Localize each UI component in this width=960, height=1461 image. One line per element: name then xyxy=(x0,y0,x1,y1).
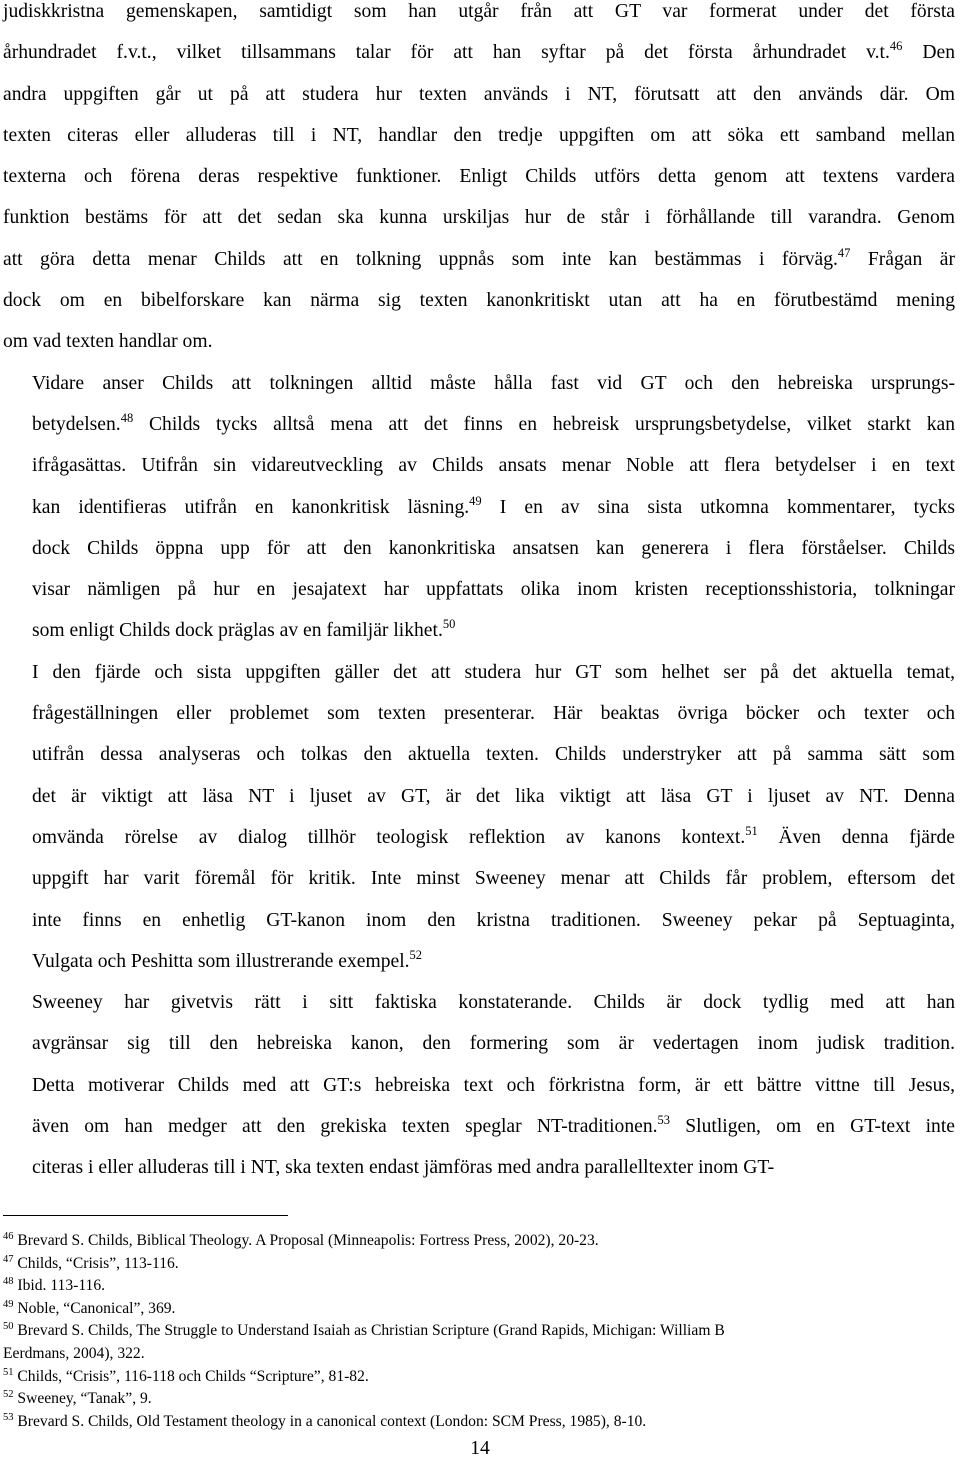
footnote-reference[interactable]: 49 xyxy=(469,493,482,508)
footnote-reference[interactable]: 48 xyxy=(120,410,134,425)
body-text xyxy=(3,0,955,1189)
text-run: Även denna fjärde xyxy=(757,826,955,848)
text-run: Slutligen, om en GT-text inte xyxy=(670,1116,955,1138)
text-run: dock Childs öppna upp för att den kanonkritiska ansatsen kan generera i flera förståelser. Childs xyxy=(32,537,955,559)
text-run: kan identifieras utifrån en kanonkritisk läsning. xyxy=(32,496,470,518)
text-line xyxy=(3,982,955,1023)
text-run: I en av sina sista utkomna kommentarer, tycks xyxy=(481,496,955,518)
text-line xyxy=(3,569,955,610)
text-run: citeras i eller alluderas till i NT, ska texten endast jämföras med andra parallelltexter inom GT- xyxy=(32,1157,775,1179)
text-run: utifrån dessa analyseras och tolkas den aktuella texten. Childs understryker att på samma sätt som xyxy=(32,744,955,766)
footnote-text: Childs, “Crisis”, 116-118 och Childs “Scripture”, 81-82. xyxy=(17,1367,369,1385)
page-number: 14 xyxy=(470,1438,490,1459)
text-line xyxy=(3,941,955,982)
paragraph xyxy=(3,0,955,363)
text-run: ifrågasättas. Utifrån sin vidareutveckling av Childs ansats menar Noble att flera betydelser i en text xyxy=(32,455,955,477)
text-line xyxy=(3,528,955,569)
text-line xyxy=(3,776,955,817)
footnote-text: Childs, “Crisis”, 113-116. xyxy=(17,1254,179,1272)
text-line xyxy=(3,900,955,941)
footnote-text: Eerdmans, 2004), 322. xyxy=(3,1344,145,1362)
footnote-text: Noble, “Canonical”, 369. xyxy=(17,1299,176,1317)
text-line xyxy=(3,445,955,486)
text-run: Vidare anser Childs att tolkningen alltid måste hålla fast vid GT och den hebreiska ursprungs- xyxy=(32,372,955,394)
footnote-number: 49 xyxy=(3,1298,14,1310)
footnote-number: 53 xyxy=(3,1411,14,1423)
text-run: även om han medger att den grekiska texten speglar NT-traditionen. xyxy=(32,1116,658,1138)
text-run: Detta motiverar Childs med att GT:s hebreiska text och förkristna form, är ett bättre vittne till Jesus, xyxy=(32,1074,955,1096)
footnote-text: Ibid. 113-116. xyxy=(17,1277,106,1295)
text-line xyxy=(3,363,955,404)
footnote-reference[interactable]: 50 xyxy=(442,617,456,632)
text-line xyxy=(3,280,955,321)
text-run: Childs tycks alltså mena att det finns en hebreisk ursprungsbetydelse, vilket starkt kan xyxy=(133,413,955,435)
text-run: betydelsen. xyxy=(32,413,121,435)
paragraph xyxy=(3,652,955,982)
text-line xyxy=(3,197,955,238)
text-line xyxy=(3,404,955,445)
paragraph xyxy=(3,982,955,1188)
text-run: texten citeras eller alluderas till i NT, handlar den tredje uppgiften om att söka ett samband mellan xyxy=(3,124,955,146)
text-run: funktion bestäms för att det sedan ska kunna urskiljas hur de står i förhållande till varandra. Genom xyxy=(3,207,955,229)
footnote xyxy=(3,1388,955,1411)
footnotes xyxy=(3,1230,955,1433)
text-run: uppgift har varit föremål för kritik. Inte minst Sweeney menar att Childs får problem, eftersom det xyxy=(32,868,955,890)
text-line xyxy=(3,115,955,156)
footnote-number: 51 xyxy=(3,1366,14,1378)
text-run: judiskkristna gemenskapen, samtidigt som han utgår från att GT var formerat under det första xyxy=(3,1,955,22)
footnote xyxy=(3,1343,955,1366)
text-line xyxy=(3,239,955,280)
text-run: det är viktigt att läsa NT i ljuset av GT, är det lika viktigt att läsa GT i ljuset av NT. Denna xyxy=(32,785,955,807)
footnote xyxy=(3,1298,955,1321)
text-run: Den xyxy=(902,42,956,64)
text-line xyxy=(3,156,955,197)
footnote xyxy=(3,1320,955,1343)
text-line xyxy=(3,1065,955,1106)
footnote xyxy=(3,1275,955,1298)
footnote-text: Brevard S. Childs, Biblical Theology. A Proposal (Minneapolis: Fortress Press, 2002), 20-23. xyxy=(17,1232,599,1249)
footnote xyxy=(3,1411,955,1434)
text-line xyxy=(3,652,955,693)
footnote-number: 48 xyxy=(3,1276,14,1288)
text-run: dock om en bibelforskare kan närma sig texten kanonkritiskt utan att ha en förutbestämd mening xyxy=(3,290,955,312)
text-run: omvända rörelse av dialog tillhör teologisk reflektion av kanons kontext. xyxy=(32,826,746,848)
text-run: som enligt Childs dock präglas av en familjär likhet. xyxy=(32,620,443,642)
text-run: frågeställningen eller problemet som texten presenterar. Här beaktas övriga böcker och texter och xyxy=(32,703,955,725)
footnote-number: 50 xyxy=(3,1321,14,1333)
text-run: om vad texten handlar om. xyxy=(3,331,213,353)
text-line xyxy=(3,321,955,362)
text-line xyxy=(3,1106,955,1147)
footnote-separator xyxy=(3,1215,288,1216)
text-line xyxy=(3,74,955,115)
footnote-number: 52 xyxy=(3,1389,14,1401)
text-run: I den fjärde och sista uppgiften gäller det att studera hur GT som helhet ser på det aktuella temat, xyxy=(32,661,955,683)
text-run: att göra detta menar Childs att en tolkning uppnås som inte kan bestämmas i förväg. xyxy=(3,248,838,270)
footnote-reference[interactable]: 52 xyxy=(409,947,423,962)
text-run: visar nämligen på hur en jesajatext har uppfattats olika inom kristen receptionsshistoria, tolkningar xyxy=(32,579,955,601)
text-run: texterna och förena deras respektive funktioner. Enligt Childs utförs detta genom att textens vardera xyxy=(3,166,955,188)
text-run: århundradet f.v.t., vilket tillsammans talar för att han syftar på det första århundradet v.t. xyxy=(3,42,890,64)
text-run: Vulgata och Peshitta som illustrerande exempel. xyxy=(32,950,410,972)
footnote xyxy=(3,1230,955,1253)
footnote-text: Brevard S. Childs, The Struggle to Understand Isaiah as Christian Scripture (Grand Rapids, Michigan: William B xyxy=(17,1322,725,1340)
footnote-reference[interactable]: 53 xyxy=(657,1113,671,1128)
text-run: andra uppgiften går ut på att studera hur texten används i NT, förutsatt att den används där. Om xyxy=(3,83,955,105)
text-run: Frågan är xyxy=(850,248,955,270)
footnote-reference[interactable]: 51 xyxy=(745,823,758,838)
footnote-number: 46 xyxy=(3,1231,14,1242)
text-line xyxy=(3,487,955,528)
footnote-text: Brevard S. Childs, Old Testament theology in a canonical context (London: SCM Press, 1985), 8-10. xyxy=(17,1412,647,1430)
text-line xyxy=(3,1147,955,1188)
footnote xyxy=(3,1366,955,1389)
footnote-reference[interactable]: 47 xyxy=(837,245,851,260)
text-line xyxy=(3,32,955,73)
text-run: Sweeney har givetvis rätt i sitt faktiska konstaterande. Childs är dock tydlig med att han xyxy=(32,992,955,1014)
text-line xyxy=(3,693,955,734)
footnote-reference[interactable]: 46 xyxy=(889,39,903,54)
footnote xyxy=(3,1253,955,1276)
text-line xyxy=(3,610,955,651)
paragraph xyxy=(3,363,955,652)
text-line xyxy=(3,734,955,775)
text-line xyxy=(3,0,955,32)
footnote-number: 47 xyxy=(3,1253,14,1265)
text-line xyxy=(3,1023,955,1064)
text-run: inte finns en enhetlig GT-kanon inom den kristna traditionen. Sweeney pekar på Septuaginta, xyxy=(32,909,955,931)
text-run: avgränsar sig till den hebreiska kanon, den formering som är vedertagen inom judisk tradition. xyxy=(32,1033,955,1055)
text-line xyxy=(3,817,955,858)
text-line xyxy=(3,858,955,899)
footnote-text: Sweeney, “Tanak”, 9. xyxy=(17,1390,152,1408)
